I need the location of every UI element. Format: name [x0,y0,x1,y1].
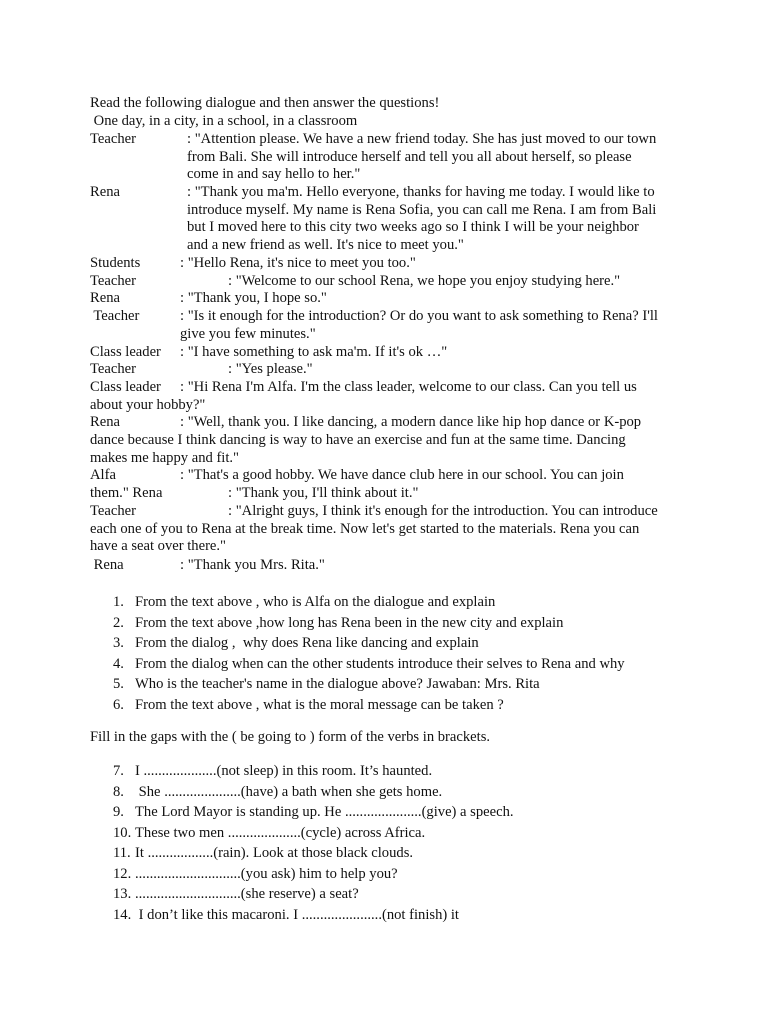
exercise-text: .............................(you ask) him to help you? [135,865,398,882]
dialogue-line: : "Yes please." [228,361,313,378]
dialogue-line: them." Rena [90,485,163,502]
exercise-text: The Lord Mayor is standing up. He .....................(give) a speech. [135,804,514,820]
question-text: From the dialog , why does Rena like dancing and explain [135,635,479,651]
dialogue-line: : "Thank you Mrs. Rita." [180,557,325,573]
question-number: 4. [113,655,124,672]
dialogue-line: : "Hello Rena, it's nice to meet you too." [180,255,416,271]
dialogue-line: give you few minutes." [180,325,316,342]
dialogue-line: but I moved here to this city two weeks ago so I think I will be your neighbor [187,219,639,236]
question-text: From the text above , who is Alfa on the dialogue and explain [135,594,496,610]
dialogue-line: introduce myself. My name is Rena Sofia, you can call me Rena. I am from Bali [187,201,657,218]
dialogue-line: : "That's a good hobby. We have dance club here in our school. You can join [180,467,624,484]
dialogue-line: : "Alright guys, I think it's enough for the introduction. You can introduce [228,502,658,519]
exercise-text: .............................(she reserve) a seat? [135,886,359,902]
dialogue-line: : "Thank you, I hope so." [180,290,327,307]
question-number: 5. [113,676,124,692]
exercise-number: 11. [113,845,131,861]
question-text: From the dialog when can the other students introduce their selves to Rena and why [135,655,625,672]
dialogue-line: : "Hi Rena I'm Alfa. I'm the class leader, welcome to our class. Can you tell us [180,378,637,395]
speaker-label: Alfa [90,467,116,484]
dialogue-line: from Bali. She will introduce herself and tell you all about herself, so please [187,148,632,165]
question-number: 2. [113,614,124,631]
exercise-text: These two men ....................(cycle) across Africa. [135,824,426,841]
exercise-text: It ..................(rain). Look at those black clouds. [135,845,414,861]
speaker-label: Teacher [90,502,136,519]
exercise-text: She .....................(have) a bath when she gets home. [135,783,443,800]
question-text: From the text above , what is the moral message can be taken ? [135,696,504,713]
exercise-text: I ....................(not sleep) in this room. It’s haunted. [135,763,433,779]
dialogue-line: makes me happy and fit." [90,449,240,466]
dialogue-line: about your hobby?" [90,396,206,413]
exercise-number: 10. [113,824,132,841]
dialogue-line: : "Thank you, I'll think about it." [228,485,419,502]
speaker-label: Teacher [90,308,140,325]
speaker-label: Teacher [90,361,136,378]
speaker-label: Class leader [90,343,161,360]
speaker-label: Teacher [90,131,136,147]
dialogue-line: and a new friend as well. It's nice to meet you." [187,237,464,254]
exercise-number: 12. [113,865,132,882]
exercise-text: I don’t like this macaroni. I ......................(not finish) it [135,906,459,923]
dialogue-line: dance because I think dancing is way to have an exercise and fun at the same time. Dancing [90,432,626,448]
fill-instruction: Fill in the gaps with the ( be going to ) form of the verbs in brackets. [90,729,491,745]
dialogue-line: : "Well, thank you. I like dancing, a modern dance like hip hop dance or K-pop [180,414,642,431]
question-number: 1. [113,594,124,610]
exercise-number: 8. [113,783,124,800]
question-number: 6. [113,696,124,713]
dialogue-line: each one of you to Rena at the break time. Now let's get started to the materials. Rena you can [90,520,640,537]
dialogue-line: : "Welcome to our school Rena, we hope you enjoy studying here." [228,272,621,289]
dialogue-line: : "Attention please. We have a new friend today. She has just moved to our town [187,131,657,147]
dialogue-line: : "Is it enough for the introduction? Or do you want to ask something to Rena? I'll [180,308,658,325]
speaker-label: Students [90,255,141,271]
question-text: Who is the teacher's name in the dialogue above? Jawaban: Mrs. Rita [135,676,540,692]
speaker-label: Rena [90,184,120,200]
speaker-label: Teacher [90,272,136,289]
dialogue-line: come in and say hello to her." [187,166,361,183]
question-text: From the text above ,how long has Rena been in the new city and explain [135,614,564,631]
speaker-label: Rena [90,414,120,431]
exercise-number: 13. [113,886,132,902]
exercise-number: 9. [113,804,124,820]
dialogue-line: : "I have something to ask ma'm. If it's ok …" [180,343,448,360]
speaker-label: Rena [90,290,120,307]
setting: One day, in a city, in a school, in a classroom [90,113,358,129]
dialogue-line: have a seat over there." [90,538,227,555]
speaker-label: Class leader [90,378,161,395]
speaker-label: Rena [90,557,124,573]
exercise-number: 14. [113,906,132,923]
instruction: Read the following dialogue and then answer the questions! [90,95,440,111]
question-number: 3. [113,635,124,651]
exercise-number: 7. [113,763,124,779]
dialogue-line: : "Thank you ma'm. Hello everyone, thanks for having me today. I would like to [187,184,655,200]
